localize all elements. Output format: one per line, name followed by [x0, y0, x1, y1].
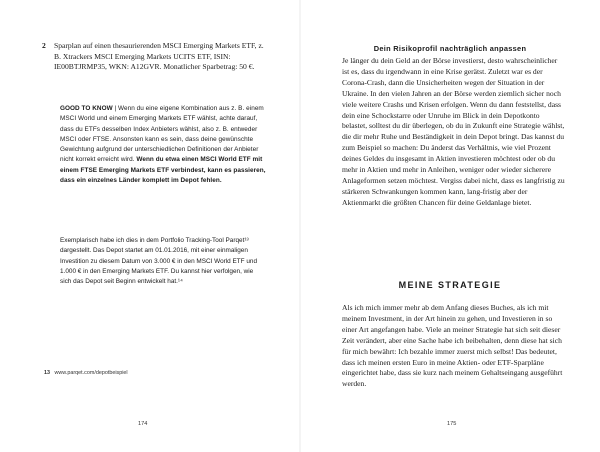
infobox-separator: |: [114, 105, 119, 112]
footnote-text: www.parqet.com/depotbeispiel: [54, 370, 128, 376]
item-number: 2: [42, 41, 46, 50]
infobox-bold-text: Wenn du etwa einen MSCI World ETF mit einem FTSE Emerging Markets ETF verbindest, kann es passieren, dass ein einzelnes Länder komplett im Depot fehlen.: [60, 156, 266, 185]
infobox-intro: Wenn du eine eigene Kombination aus z. B. einem MSCI World und einem Emerging Markets ETF wählst, achte darauf, dass du ETFs desselben Index Anbieters wählst, also z. B. entweder MSCI oder FTSE. Ansonsten kann es sein, dass deine gewünschte Gewichtung aufgrund der unterschiedlichen Definitionen der Anbieter nicht korrekt erreicht wird.: [60, 105, 264, 164]
body-paragraph: Je länger du dein Geld an der Börse investierst, desto wahrscheinlicher ist es, dass du irgendwann in eine Krise gerätst. Zuletzt war es der Corona-Crash, dann die Unsicherheiten wegen der Situation in der Ukraine. In den vielen Jahren an der Börse werden ziemlich sicher noch viele weitere Crashs und Krisen erfolgen. Wenn du dann feststellst, dass dein eine Schockstarre oder Unruhe im Blick in dein Depotkonto belastet, solltest du dir überlegen, ob du in Zukunft eine Strategie wählst, die dir mehr Ruhe und Beständigkeit in dein Depot bringt. Das kannst du zum Beispiel so machen: Du änderst das Verhältnis, wie viel Prozent deines Geldes du insgesamt in Aktien investieren möchtest oder ob du mehr in Aktien und mehr in Anleihen, weniger oder wieder sicherere Anlageformen setzen möchtest. Vergiss dabei nicht, dass es langfristig zu stärkeren Schwankungen kommen kann, lang-fristig aber der Aktienmarkt die größten Chancen für deine Geldanlage bietet.: [342, 56, 565, 207]
infobox-label: GOOD TO KNOW: [60, 105, 113, 112]
page-number-left: 174: [138, 421, 148, 427]
strategy-paragraph: Als ich mich immer mehr ab dem Anfang dieses Buches, als ich mit meinem Investment, in der Art hinein zu gehen, und Investieren in so einer Art angefangen habe. Viele an meiner Strategie hat sich seit dieser Zeit verändert, aber eine Sache habe ich beibehalten, denn diese hat sich für mich bewährt: Ich bezahle immer zuerst mich selbst! Das bedeutet, dass ich meinen ersten Euro in meine Aktien- oder ETF-Sparpläne eingerichtet habe, dass sie kurz nach meinem Gehaltseingang ausgeführt werden.: [342, 303, 563, 389]
example-paragraph: Exemplarisch habe ich dies in dem Portfolio Tracking-Tool Parqet¹³ dargestellt. Das Depot startet am 01.01.2016, mit einer einmaligen Investition zu diesem Datum von 3.000 € in den MSCI World ETF und 1.000 € in den Emerging Markets ETF. Du kannst hier verfolgen, wie sich das Depot seit Beginn entwickelt hat.¹⁴: [60, 237, 258, 286]
footnote: [44, 370, 128, 376]
good-to-know-box: [60, 104, 266, 186]
infobox-paragraph: [60, 104, 266, 186]
item-text: Sparplan auf einen thesaurierenden MSCI Emerging Markets ETF, z. B. Xtrackers MSCI Emerging Markets UCITS ETF, ISIN: IE00BTJRMP35, WKN: A12GVR. Monatlicher Sparbetrag: 50 €.: [54, 41, 264, 72]
numbered-item: [42, 41, 272, 73]
strategy-heading: MEINE STRATEGIE: [398, 280, 502, 290]
right-page: [300, 0, 600, 452]
footnote-number: 13: [44, 370, 50, 376]
section-title: Dein Risikoprofil nachträglich anpassen: [373, 44, 527, 53]
page-number-right: 175: [447, 421, 457, 427]
